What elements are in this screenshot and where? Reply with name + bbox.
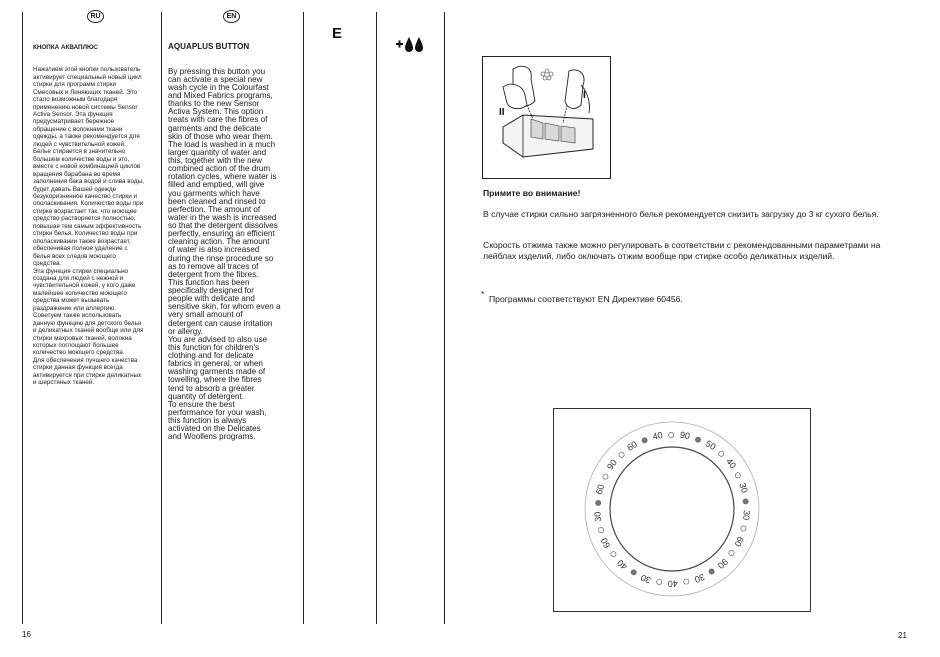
ru-body-line: вместе с новой комбинацией циклов xyxy=(33,163,141,171)
ru-body-line: заполнения бака водой и слива воды, xyxy=(33,178,144,186)
en-body-line: thanks to the new Sensor xyxy=(168,99,260,109)
en-body-line: and Mixed Fabrics programs, xyxy=(168,91,273,100)
column-rule-ru-en xyxy=(161,12,162,624)
dial-program-symbol-icon xyxy=(611,552,616,557)
dial-inner-ring xyxy=(610,447,734,571)
en-body-line: performance for your wash, xyxy=(168,407,267,417)
notice-paragraph-1: В случае стирки сильно загрязненного белья рекомендуется снизить загрузку до 3 кг сухого белья. xyxy=(483,209,879,219)
en-body-line: rotation cycles, where water is xyxy=(168,172,277,182)
dial-temperature-label: 40 xyxy=(667,578,678,589)
en-body-line: quantity of detergent. xyxy=(168,391,245,401)
dial-program-symbol-icon xyxy=(719,451,724,456)
en-body-line: clothing and for delicate xyxy=(168,351,254,360)
dial-program-symbol-icon xyxy=(729,550,734,555)
diagram-label-ii: II xyxy=(499,107,505,118)
en-column xyxy=(168,27,280,450)
en-body-line: treats with care the fibres of xyxy=(168,115,268,125)
en-body-line: so that the detergent dissolves xyxy=(168,221,278,230)
ru-body-line: активирует специальный новый цикл xyxy=(33,73,142,81)
column-rule-left xyxy=(22,12,23,624)
ru-body-line: Нажатием этой кнопки пользователь xyxy=(33,66,141,74)
ru-body-line: средства. xyxy=(33,260,62,268)
ru-body-line: стирки данная функция всегда xyxy=(33,364,123,372)
ru-body-line: Для обеспечения лучшего качества xyxy=(33,356,138,364)
en-body-line: you garments which have xyxy=(168,188,260,198)
dial-temperature-label: 60 xyxy=(593,483,607,496)
en-body-line: this function for children's xyxy=(168,342,260,352)
dial-program-symbol-icon xyxy=(642,438,647,443)
en-body-line: can activate a special new xyxy=(168,74,263,84)
ru-body-line: стирке возрастает так, что моющее xyxy=(33,207,137,215)
dial-temperature-label: 40 xyxy=(651,429,664,442)
ru-body-line: активируется при стирке деликатных xyxy=(33,371,142,379)
en-body-line: or allergy. xyxy=(168,326,203,336)
column-rule-en-e xyxy=(303,12,304,624)
en-body-line: specifically designed for xyxy=(168,286,254,295)
dial-temperature-label: 30 xyxy=(592,511,604,523)
ru-body-line: данную функцию для детского белья xyxy=(33,319,142,327)
water-drops-plus-icon xyxy=(394,34,430,54)
diagram-label-i: I xyxy=(583,90,586,101)
notice-paragraph-2: Скорость отжима также можно регулировать в соответствии с рекомендованными параметрами на лейблах изделий, либо оключать отжим вообще при стирке особо деликатных изделий. xyxy=(483,240,881,261)
en-body-line: To ensure the best xyxy=(168,399,235,409)
ru-column xyxy=(33,29,144,394)
ru-body-line: большем количестве воды и это, xyxy=(33,155,130,163)
dial-temperature-label: 30 xyxy=(737,481,750,495)
ru-body-line: Смесовых и Линяющих тканей. Это xyxy=(33,88,138,96)
ru-body-line: Эта функция стирки специально xyxy=(33,267,129,275)
en-body-line: fabrics in general, or when xyxy=(168,359,263,369)
en-body-line: larger quantity of water and xyxy=(168,147,267,157)
ru-body-line: и деликатных тканей вообще или для xyxy=(33,327,144,335)
e-language-letter: E xyxy=(332,25,343,42)
ru-body-line: одежды, а также рекомендуется для xyxy=(33,133,140,141)
ru-body-line: создана для людей с нежной и xyxy=(33,274,124,282)
en-body-line: activated on the Delicates xyxy=(168,424,261,434)
page-gutter-rule xyxy=(444,12,445,624)
en-body-line: as to remove all traces of xyxy=(168,261,259,271)
ru-body-line: стирки махровых тканей, волокна xyxy=(33,334,132,342)
en-body-line: towelling, where the fibres xyxy=(168,375,262,385)
ru-body-line: средство растворяется полностью, xyxy=(33,215,136,223)
program-dial xyxy=(554,409,810,611)
ru-body-line: количество моющего средства. xyxy=(33,349,125,357)
en-body-line: and Woollens programs. xyxy=(168,432,256,442)
en-body-line: perfectly, ensuring an efficient xyxy=(168,229,275,239)
dial-program-symbol-icon xyxy=(743,499,748,504)
ru-body-line: обеспечивая полное удаление с xyxy=(33,245,128,253)
dial-program-symbol-icon xyxy=(735,473,740,478)
ru-body-line: будет давать Вашей одежде xyxy=(33,185,117,193)
en-body-line: people with delicate and xyxy=(168,294,255,304)
ru-body-line: Activa Sensor. Эта функция xyxy=(33,110,113,118)
dial-program-symbol-icon xyxy=(709,569,714,574)
ru-body-line: чувствительной кожей, у кого даже xyxy=(33,282,136,290)
detergent-drawer-diagram xyxy=(482,56,611,179)
notice-title: Примите во внимание! xyxy=(483,188,581,198)
en-section-title: AQUAPLUS BUTTON xyxy=(168,42,250,52)
right-page-number: 21 xyxy=(898,631,907,640)
left-page-number: 16 xyxy=(22,630,31,639)
ru-body-line: вращения барабана во время xyxy=(33,170,121,178)
ru-body-line: ополаскивания. Количество воды при xyxy=(33,200,144,208)
dial-temperature-label: 40 xyxy=(615,557,630,572)
dial-temperature-label: 90 xyxy=(715,556,730,571)
en-body-line: of water is also increased xyxy=(168,245,260,255)
ru-body-line: предусматривает бережное xyxy=(33,118,115,126)
dial-temperature-label: 50 xyxy=(703,438,718,453)
dial-temperature-label: 30 xyxy=(639,572,653,586)
footnote-text: Программы соответствуют EN Директиве 60456. xyxy=(489,294,683,304)
en-body-line: washing garments made of xyxy=(168,367,266,377)
ru-body-line: людей с чувствительной кожей. xyxy=(33,140,126,148)
dial-program-symbol-icon xyxy=(684,579,689,584)
en-body-line: this function is always xyxy=(168,416,247,425)
dial-temperature-label: 60 xyxy=(598,536,613,550)
ru-section-title: КНОПКА АКВАПЛЮС xyxy=(33,43,98,51)
en-body-line: combined action of the drum xyxy=(168,164,271,174)
ru-language-badge: RU xyxy=(87,10,104,23)
ru-body-line: средства может вызывать xyxy=(33,297,110,305)
ru-body-line: стирки белья. Количество воды при xyxy=(33,230,138,238)
dial-temperature-label: 60 xyxy=(732,534,746,549)
en-body-line: By pressing this button you xyxy=(168,66,266,76)
ru-body-text xyxy=(33,66,144,386)
ru-body-line: которых поглощают большее xyxy=(33,342,119,350)
dial-temperature-label: 40 xyxy=(724,456,739,471)
ru-body-line: обращение с волокнами ткани xyxy=(33,125,123,133)
column-rule-e-icon xyxy=(376,12,377,624)
dial-program-symbol-icon xyxy=(619,452,624,457)
en-body-line: Activa System. This option xyxy=(168,107,264,117)
dial-program-symbol-icon xyxy=(741,526,746,531)
dial-program-symbol-icon xyxy=(669,432,674,437)
ru-body-line: белья всех следов моющего xyxy=(33,252,116,260)
en-body-line: perfection. The amount of xyxy=(168,204,261,214)
ru-body-line: применению новой системы Sensor xyxy=(33,103,138,111)
dial-program-symbol-icon xyxy=(631,570,636,575)
ru-body-line: безукоризненное качество стирки и xyxy=(33,192,137,200)
en-body-line: The load is washed in a much xyxy=(168,139,276,149)
ru-body-line: Советуем также использовать xyxy=(33,312,122,320)
en-body-line: garments and the delicate xyxy=(168,123,262,133)
en-body-line: filled and emptied, will give xyxy=(168,180,265,190)
en-body-line: You are advised to also use xyxy=(168,334,268,344)
en-body-line: wash cycle in the Colourfast xyxy=(168,82,269,92)
en-body-line: sensitive skin, for whom even a xyxy=(168,302,281,312)
ru-body-line: раздражение или аллергию. xyxy=(33,304,116,312)
en-body-line: very small amount of xyxy=(168,310,243,320)
ru-body-line: Белье стирается в значительно xyxy=(33,148,126,156)
dial-temperature-label: 30 xyxy=(693,571,707,585)
en-body-line: this, together with the new xyxy=(168,156,263,165)
dial-program-symbol-icon xyxy=(596,500,601,505)
en-body-line: skin of those who wear them. xyxy=(168,131,273,141)
dial-temperature-label: 90 xyxy=(679,429,691,442)
en-body-line: water in the wash is increased xyxy=(168,212,277,222)
dial-program-symbol-icon xyxy=(657,579,662,584)
ru-body-line: повышая тем самым эффективность xyxy=(33,222,142,230)
dial-temperature-label: 60 xyxy=(625,439,639,453)
dial-program-symbol-icon xyxy=(695,437,700,442)
en-body-line: detergent from the fibres. xyxy=(168,269,259,279)
dial-program-symbol-icon xyxy=(603,474,608,479)
en-body-line: during the rinse procedure so xyxy=(168,253,274,263)
ru-body-line: и шерстяных тканей. xyxy=(33,379,95,387)
ru-body-line: ополаскивании также возрастает, xyxy=(33,237,131,245)
en-language-badge: EN xyxy=(223,10,240,23)
dial-temperature-label: 90 xyxy=(604,457,619,472)
ru-body-line: стало возможным благодаря xyxy=(33,96,118,104)
program-dial-figure xyxy=(553,408,811,612)
en-body-line: been cleaned and rinsed to xyxy=(168,196,266,206)
en-body-text xyxy=(168,68,280,442)
en-body-line: This function has been xyxy=(168,277,250,287)
en-body-line: tend to absorb a greater xyxy=(168,383,255,393)
en-body-line: detergent can cause irritation xyxy=(168,318,273,328)
en-body-line: cleaning action. The amount xyxy=(168,237,270,247)
ru-body-line: стирки для программ стирки xyxy=(33,81,117,89)
footnote-mark: * xyxy=(481,289,485,299)
ru-body-line: малейшее количество моющего xyxy=(33,289,127,297)
dial-program-symbol-icon xyxy=(598,527,603,532)
dial-temperature-label: 30 xyxy=(741,509,752,521)
